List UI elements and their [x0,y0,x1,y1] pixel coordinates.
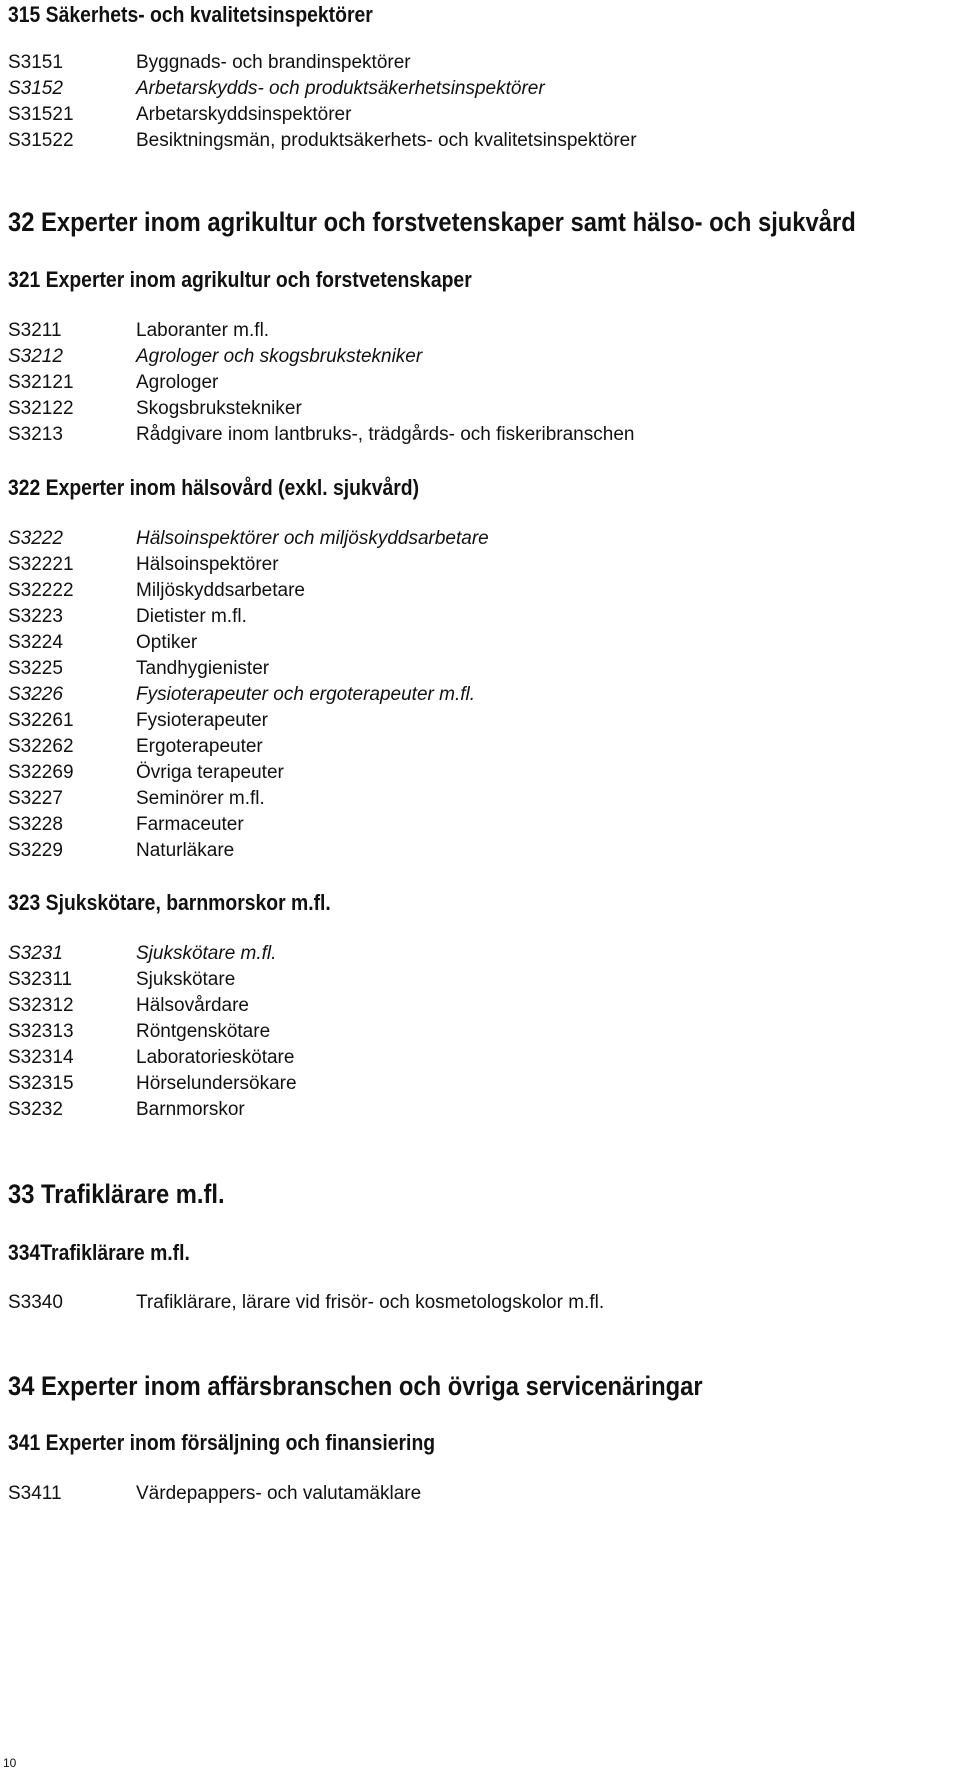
occupation-code: S3340 [8,1292,63,1313]
occupation-code: S32262 [8,736,74,757]
occupation-label: Laboratorieskötare [136,1047,295,1068]
occupation-label: Värdepappers- och valutamäklare [136,1483,422,1504]
list-item [8,760,948,786]
section-heading-33: 33 Trafiklärare m.fl. [8,1179,225,1209]
list-item [8,1045,948,1071]
occupation-code: S31521 [8,104,74,125]
list-item [8,812,948,838]
occupation-label: Barnmorskor [136,1099,245,1120]
list-item [8,708,948,734]
occupation-code: S32122 [8,398,74,419]
occupation-label: Laboranter m.fl. [136,320,270,341]
occupation-code: S32312 [8,995,74,1016]
list-item [8,422,948,448]
list-item [8,578,948,604]
occupation-label: Farmaceuter [136,814,244,835]
occupation-code: S3411 [8,1483,62,1504]
page-number: 10 [3,1756,17,1770]
occupation-label: Hälsoinspektörer och miljöskyddsarbetare [136,528,489,549]
list-item [8,630,948,656]
occupation-code: S3229 [8,840,63,861]
occupation-label: Övriga terapeuter [136,762,284,783]
occupation-code: S3151 [8,52,63,73]
list-item [8,396,948,422]
list-item [8,941,948,967]
occupation-code: S3231 [8,943,63,964]
list-item [8,838,948,864]
occupation-code: S3152 [8,78,63,99]
occupation-code: S32313 [8,1021,74,1042]
occupation-label: Naturläkare [136,840,235,861]
occupation-label: Hörselundersökare [136,1073,297,1094]
section-heading-34: 34 Experter inom affärsbranschen och övriga servicenäringar [8,1371,703,1401]
occupation-code: S32222 [8,580,74,601]
list-item [8,128,948,154]
section-heading-321: 321 Experter inom agrikultur och forstvetenskaper [8,267,472,292]
occupation-code: S32221 [8,554,74,575]
list-item [8,993,948,1019]
occupation-code: S3212 [8,346,63,367]
occupation-label: Besiktningsmän, produktsäkerhets- och kvalitetsinspektörer [136,130,637,151]
occupation-code: S3224 [8,632,63,653]
occupation-code: S32315 [8,1073,74,1094]
occupation-label: Sjukskötare m.fl. [136,943,277,964]
occupation-code: S3211 [8,320,62,341]
occupation-label: Hälsovårdare [136,995,249,1016]
occupation-label: Tandhygienister [136,658,270,679]
list-item [8,344,948,370]
occupation-label: Arbetarskydds- och produktsäkerhetsinspektörer [136,78,545,99]
occupation-code: S32311 [8,969,73,990]
list-item [8,604,948,630]
occupation-label: Arbetarskyddsinspektörer [136,104,352,125]
section-heading-322: 322 Experter inom hälsovård (exkl. sjukvård) [8,475,420,500]
list-item [8,656,948,682]
occupation-label: Hälsoinspektörer [136,554,279,575]
list-item [8,967,948,993]
list-item [8,1071,948,1097]
list-item [8,370,948,396]
occupation-label: Skogsbrukstekniker [136,398,302,419]
list-item [8,1019,948,1045]
occupation-code: S32314 [8,1047,74,1068]
occupation-code: S32121 [8,372,74,393]
list-item [8,786,948,812]
section-heading-341: 341 Experter inom försäljning och finansiering [8,1430,436,1455]
list-item [8,552,948,578]
occupation-code: S32269 [8,762,74,783]
occupation-label: Sjukskötare [136,969,236,990]
occupation-label: Agrologer [136,372,219,393]
occupation-label: Fysioterapeuter och ergoterapeuter m.fl. [136,684,476,705]
occupation-code: S3225 [8,658,63,679]
section-heading-334: 334Trafiklärare m.fl. [8,1240,190,1265]
occupation-label: Röntgenskötare [136,1021,271,1042]
occupation-label: Byggnads- och brandinspektörer [136,52,411,73]
list-item [8,526,948,552]
list-item [8,102,948,128]
list-item [8,1097,948,1123]
occupation-label: Optiker [136,632,198,653]
occupation-code: S3227 [8,788,63,809]
occupation-code: S32261 [8,710,74,731]
occupation-label: Fysioterapeuter [136,710,269,731]
occupation-code: S3232 [8,1099,63,1120]
occupation-label: Agrologer och skogsbrukstekniker [136,346,423,367]
occupation-label: Ergoterapeuter [136,736,263,757]
occupation-label: Seminörer m.fl. [136,788,265,809]
list-item [8,318,948,344]
list-item [8,682,948,708]
occupation-label: Rådgivare inom lantbruks-, trädgårds- och fiskeribranschen [136,424,635,445]
list-item [8,734,948,760]
section-heading-315: 315 Säkerhets- och kvalitetsinspektörer [8,2,373,27]
occupation-label: Miljöskyddsarbetare [136,580,305,601]
section-heading-323: 323 Sjukskötare, barnmorskor m.fl. [8,890,331,915]
occupation-code: S3213 [8,424,63,445]
occupation-code: S3222 [8,528,63,549]
section-heading-32: 32 Experter inom agrikultur och forstvetenskaper samt hälso- och sjukvård [8,207,856,237]
list-item [8,50,948,76]
list-item [8,1290,948,1316]
occupation-code: S3228 [8,814,63,835]
occupation-code: S3223 [8,606,63,627]
list-item [8,1481,948,1507]
list-item [8,76,948,102]
occupation-code: S31522 [8,130,74,151]
occupation-code: S3226 [8,684,63,705]
occupation-label: Dietister m.fl. [136,606,247,627]
occupation-label: Trafiklärare, lärare vid frisör- och kosmetologskolor m.fl. [136,1292,605,1313]
